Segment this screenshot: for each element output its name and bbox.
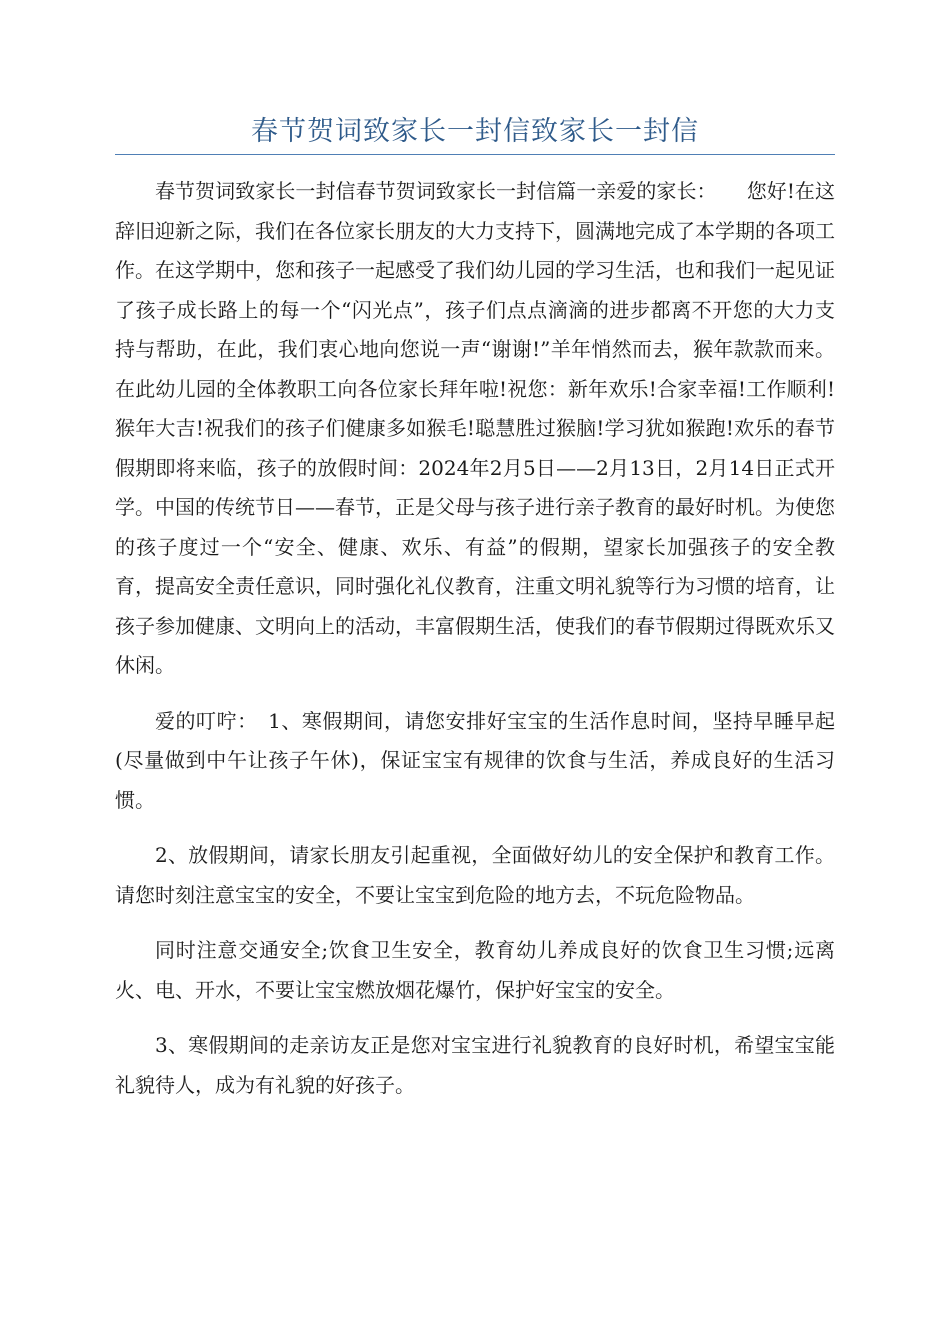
paragraph-reminder-2: 2、放假期间，请家长朋友引起重视，全面做好幼儿的安全保护和教育工作。请您时刻注意宝宝的安全，不要让宝宝到危险的地方去，不玩危险物品。 [115,843,835,907]
paragraph-reminder-1: 爱的叮咛： 1、寒假期间，请您安排好宝宝的生活作息时间，坚持早睡早起(尽量做到中午让孩子午休)，保证宝宝有规律的饮食与生活，养成良好的生活习惯。 [115,708,835,812]
paragraph-intro: 春节贺词致家长一封信春节贺词致家长一封信篇一亲爱的家长： 您好!在这辞旧迎新之际，我们在各位家长朋友的大力支持下，圆满地完成了本学期的各项工作。在这学期中，您和孩子一起感受了我们幼儿园的学习生活，也和我们一起见证了孩子成长路上的每一个“闪光点”，孩子们点点滴滴的进步都离不开您的大力支持与帮助，在此，我们衷心地向您说一声“谢谢!”羊年悄然而去，猴年款款而来。在此幼儿园的全体教职工向各位家长拜年啦!祝您：新年欢乐!合家幸福!工作顺利!猴年大吉!祝我们的孩子们健康多如猴毛!聪慧胜过猴脑!学习犹如猴跑!欢乐的春节假期即将来临，孩子的放假时间：2024年2月5日——2月13日，2月14日正式开学。中国的传统节日——春节，正是父母与孩子进行亲子教育的最好时机。为使您的孩子度过一个“安全、健康、欢乐、有益”的假期，望家长加强孩子的安全教育，提高安全责任意识，同时强化礼仪教育，注重文明礼貌等行为习惯的培育，让孩子参加健康、文明向上的活动，丰富假期生活，使我们的春节假期过得既欢乐又休闲。 [115,179,835,677]
paragraph-safety: 同时注意交通安全;饮食卫生安全，教育幼儿养成良好的饮食卫生习惯;远离火、电、开水，不要让宝宝燃放烟花爆竹，保护好宝宝的安全。 [115,938,835,1002]
paragraph-reminder-3: 3、寒假期间的走亲访友正是您对宝宝进行礼貌教育的良好时机，希望宝宝能礼貌待人，成为有礼貌的好孩子。 [115,1033,835,1097]
document-title: 春节贺词致家长一封信致家长一封信 [251,116,699,147]
title-underline [115,154,835,155]
document-body [115,172,835,1121]
